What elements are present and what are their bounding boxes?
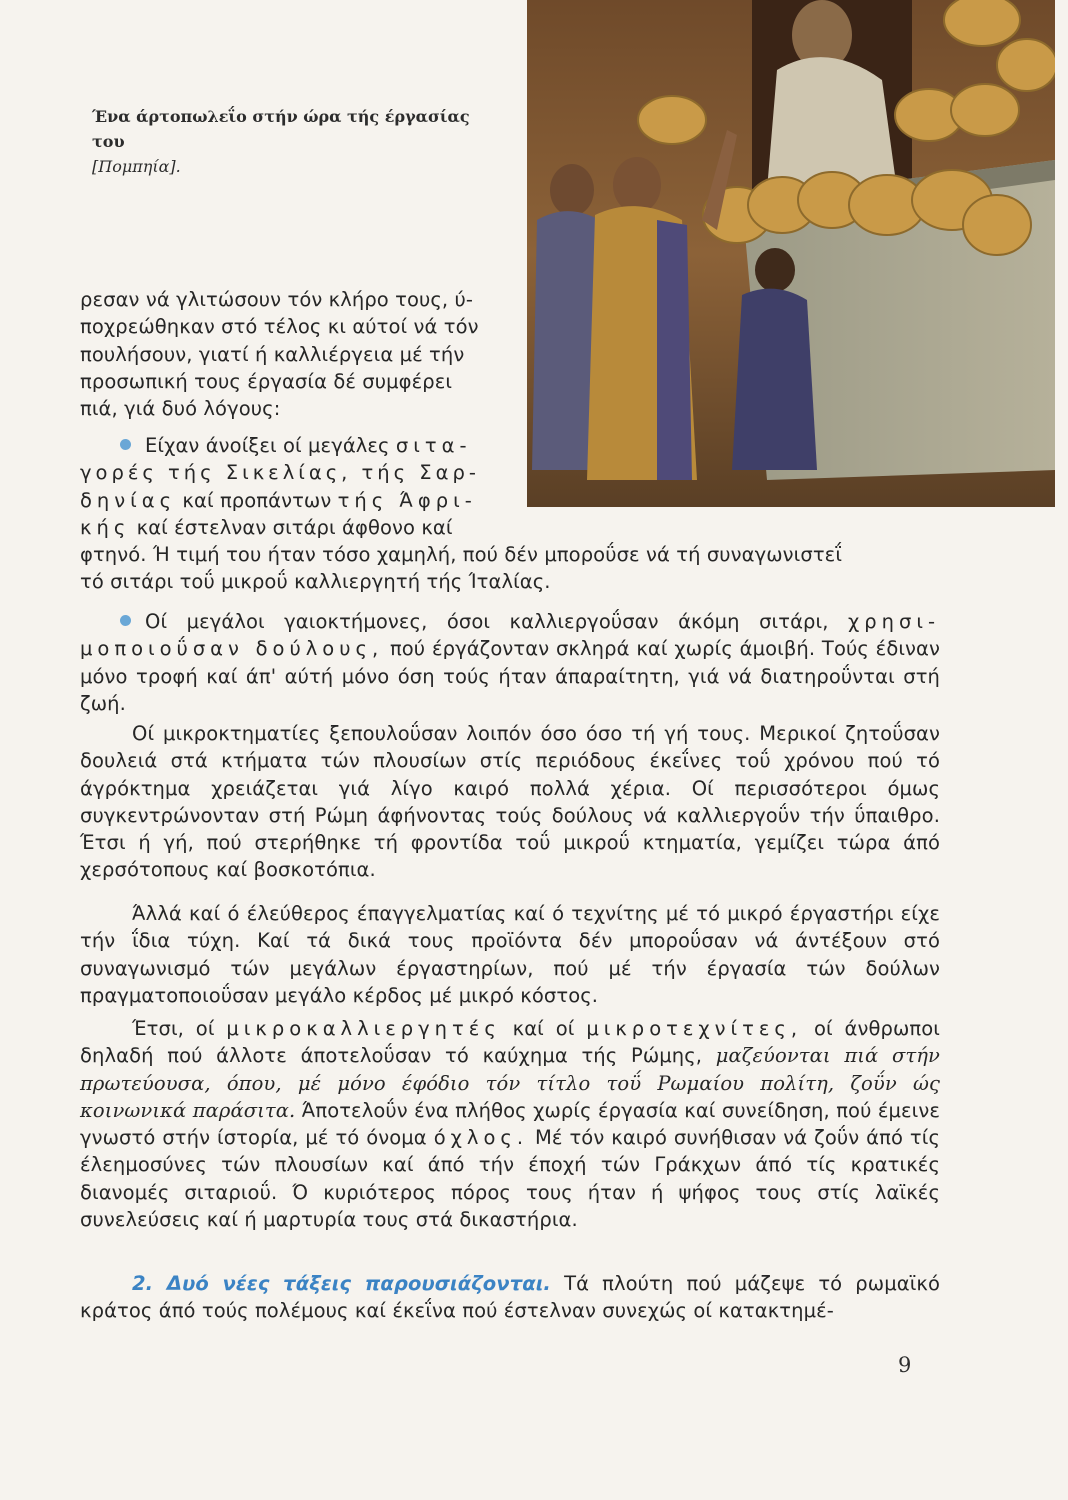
- ochlos-text: οί άνθρωποι δηλαδή πού άλλοτε άποτελοΰσαν τό καύχημα τής Ρώμης,: [80, 1017, 940, 1068]
- caption-place: [Πομπηία].: [92, 157, 181, 176]
- page-number: 9: [898, 1353, 912, 1377]
- paragraph-ochlos: [80, 1015, 940, 1233]
- ochlos-italic: μαζεύονται πιά στήν πρωτεύουσα, όπου, μέ μόνο έφόδιο τόν τίτλο τοΰ Ρωμαίου πολίτη, ζοΰν ώς κοινωνικά παράσιτα.: [80, 1044, 940, 1122]
- bullet1-line: καί προπάντων: [182, 488, 332, 512]
- bullet2-start: Οί μεγάλοι γαιοκτήμονες, όσοι καλλιεργοΰσαν άκόμη σιτάρι,: [145, 610, 829, 633]
- ochlos-text: Άποτελοΰν ένα πλήθος χωρίς έργασία καί συνείδηση, πού έμεινε γνωστό στήν ίστορία, μέ τό όνομα: [80, 1098, 940, 1150]
- ochlos-text: Έτσι, οί: [132, 1017, 215, 1040]
- bullet1-spaced: κής: [80, 515, 131, 539]
- section-two: [80, 1270, 940, 1325]
- paragraph-craftsmen: Άλλά καί ό έλεύθερος έπαγγελματίας καί ό τεχνίτης μέ τό μικρό έργαστήρι είχε τήν ΐδια τύχη. Καί τά δικά τους προϊόντα δέν μποροΰσαν νά άντέξουν στό συναγωνισμό τών μεγάλων έργαστηρίων, πού μέ τήν έργασία τών δούλων πραγματοποιοΰσαν μεγάλο κέρδος μέ μικρό κόστος.: [80, 902, 940, 1007]
- intro-line: πιά, γιά δυό λόγους:: [80, 397, 281, 421]
- bullet1-line: γορές τής Σικελίας, τής Σαρ-: [80, 461, 480, 485]
- intro-line: πουλήσουν, γιατί ή καλλιέργεια μέ τήν: [80, 342, 465, 366]
- bullet-icon: [120, 615, 131, 626]
- ochlos-spaced: μικροκαλλιεργητές: [226, 1017, 501, 1040]
- image-caption: [92, 104, 502, 179]
- bullet1-line: καί έστελναν σιτάρι άφθονο καί: [136, 515, 453, 539]
- bullet1-spaced: σιτα-: [395, 434, 472, 457]
- bullet-icon: [120, 439, 131, 450]
- bullet1-spaced: τής Άφρι-: [337, 488, 477, 512]
- fresco-image: [527, 0, 1055, 507]
- bullet-two: [80, 608, 940, 717]
- ochlos-spaced: όχλος.: [433, 1126, 529, 1150]
- bullet2-spaced: χρησι-: [847, 610, 940, 633]
- intro-line: ποχρεώθηκαν στό τέλος κι αύτοί νά τόν: [80, 315, 479, 339]
- intro-line: προσωπική τους έργασία δέ συμφέρει: [80, 369, 453, 393]
- intro-line: ρεσαν νά γλιτώσουν τόν κλήρο τους, ύ-: [80, 288, 474, 311]
- bullet1-full-line: φτηνό. Ή τιμή του ήταν τόσο χαμηλή, πού δέν μποροΰσε νά τή συναγωνιστεΐ: [80, 543, 843, 567]
- ochlos-spaced: μικροτεχνίτες,: [586, 1017, 803, 1040]
- pompeii-bakery-fresco: [527, 0, 1055, 507]
- bullet2-spaced: μοποιοΰσαν δούλους,: [80, 637, 384, 661]
- bullet1-line: Είχαν άνοίξει οί μεγάλες: [145, 434, 390, 457]
- section-heading: 2. Δυό νέες τάξεις παρουσιάζονται.: [132, 1272, 551, 1295]
- bullet1-full-line: τό σιτάρι τοΰ μικροΰ καλλιεργητή τής Ίταλίας.: [80, 570, 551, 594]
- intro-paragraph: [80, 286, 500, 422]
- ochlos-text: Μέ τόν καιρό συνήθισαν νά ζοΰν άπό τίς έλεημοσύνες τών πλουσίων καί άπό τήν έποχή τών Γράκχων άπό τίς κρατικές διανομές σιταριοΰ. Ό κυριότερος πόρος τους ήταν ή ψήφος τους στίς λαϊκές συνελεύσεις καί ή μαρτυρία τους στά δικαστήρια.: [80, 1126, 941, 1232]
- bullet1-spaced: δηνίας: [80, 488, 177, 512]
- paragraph-smallholders: Οί μικροκτηματίες ξεπουλοΰσαν λοιπόν όσο όσο τή γή τους. Μερικοί ζητοΰσαν δουλειά στά κτήματα τών πλουσίων στίς περιόδους έκεΐνες τοΰ χρόνου πού τό άγρόκτημα χρειάζεται γιά λίγο καιρό πολλά χέρια. Οί περισσότεροι όμως συγκεντρώνονταν στή Ρώμη άφήνοντας τούς δούλους νά καλλιεργοΰν τήν ΰπαιθρο. Έτσι ή γή, πού στερήθηκε τή φροντίδα τοΰ μικροΰ κτηματία, γεμίζει τώρα άπό χερσότοπους καί βοσκοτόπια.: [80, 722, 940, 882]
- section-text: Τά πλούτη πού μάζεψε τό ρωμαϊκό κράτος άπό τούς πολέμους καί έκεΐνα πού έστελναν συνεχώς οί κατακτημέ-: [80, 1272, 940, 1323]
- bullet2-rest: πού έργάζονταν σκληρά καί χωρίς άμοιβή. Τούς έδιναν μόνο τροφή καί άπ' αύτή μόνο όση τούς ήταν άπαραίτητη, γιά νά διατηροΰνται στή ζωή.: [80, 637, 940, 715]
- bullet-one: [80, 432, 940, 596]
- ochlos-text: καί οί: [512, 1017, 575, 1040]
- caption-text: Ένα άρτοπωλεΐο στήν ώρα τής έργασίας του: [92, 107, 470, 151]
